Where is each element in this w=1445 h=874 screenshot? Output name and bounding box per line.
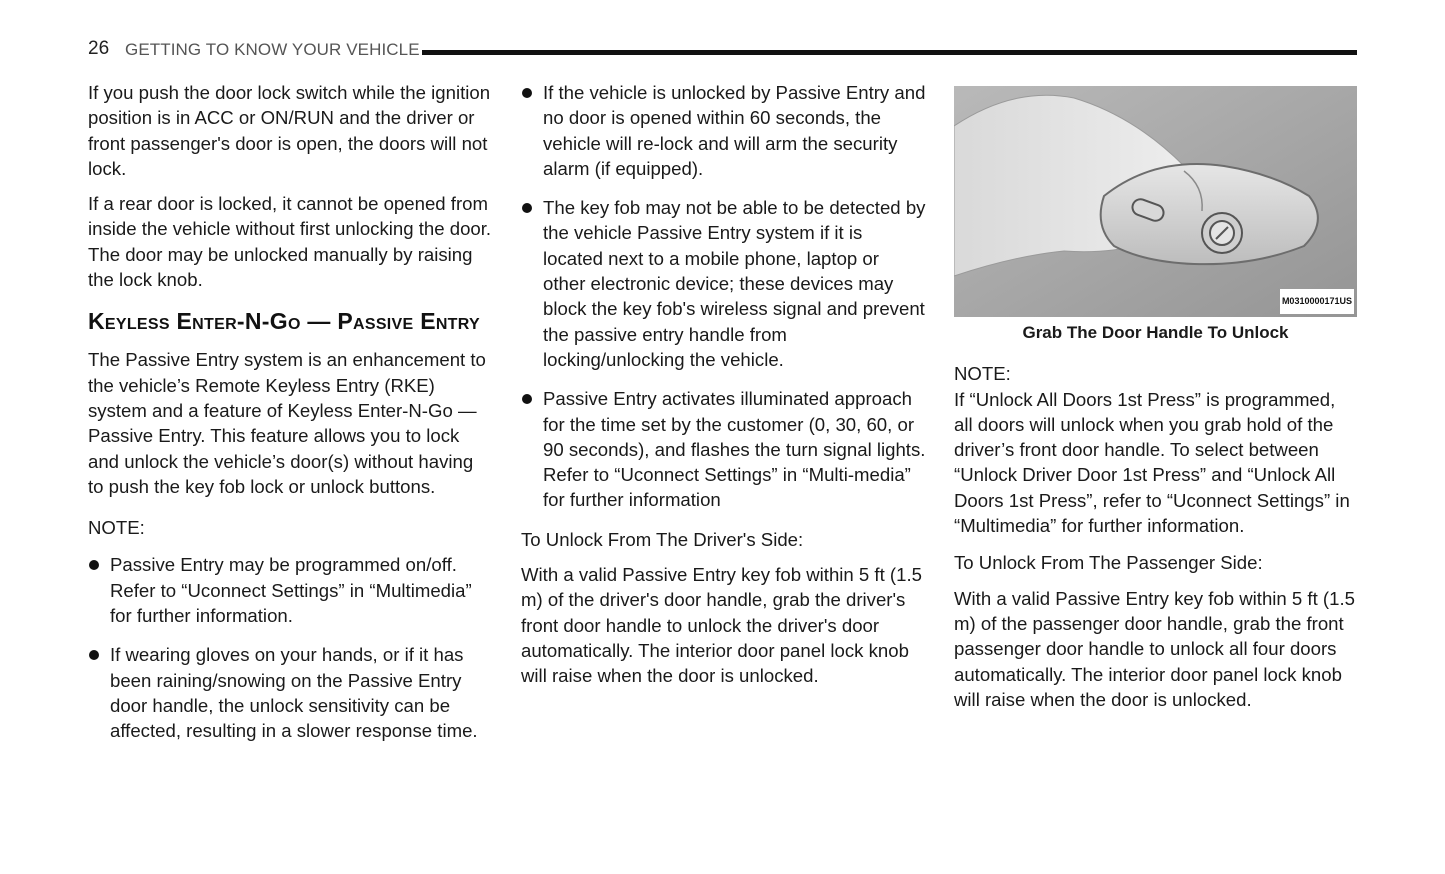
- subheading-passenger-side: To Unlock From The Passenger Side:: [954, 552, 1263, 574]
- figure-caption: Grab The Door Handle To Unlock: [1022, 323, 1289, 342]
- subheading-driver-side: To Unlock From The Driver's Side:: [521, 528, 804, 550]
- heading-keyless-enter-n-go: Keyless Enter-N-Go — Passive Entry: [88, 308, 480, 335]
- list-item: If wearing gloves on your hands, or if it has been raining/snowing on the Passive Entry door handle, the unlock sensitivity can be affected, resulting in a slower response time.: [88, 642, 493, 743]
- list-item: The key fob may not be able to be detected by the vehicle Passive Entry system if it is located next to a mobile phone, laptop or other electronic device; these devices may block the key fob's wireless signal and prevent the passive entry handle from locking/unlocking the vehicle.: [521, 195, 926, 372]
- bullet-icon: [89, 650, 99, 660]
- column-right: [954, 80, 1357, 722]
- bullet-icon: [522, 203, 532, 213]
- note-label: NOTE:: [954, 363, 1011, 385]
- note-label: NOTE:: [88, 517, 145, 539]
- note-bullet-list: [88, 552, 493, 743]
- paragraph-driver-side: With a valid Passive Entry key fob within 5 ft (1.5 m) of the driver's door handle, grab the driver's front door handle to unlock the driver's door automatically. The interior door panel lock knob will raise when the door is unlocked.: [521, 564, 922, 687]
- header-rule: [422, 50, 1357, 55]
- page-number: 26: [88, 38, 110, 59]
- passive-entry-bullet-list: [521, 80, 926, 513]
- hand-on-door-handle-illustration: [954, 86, 1357, 317]
- bullet-icon: [522, 394, 532, 404]
- list-item: If the vehicle is unlocked by Passive Entry and no door is opened within 60 seconds, the vehicle will re-lock and will arm the security alarm (if equipped).: [521, 80, 926, 181]
- list-item: Passive Entry may be programmed on/off. Refer to “Uconnect Settings” in “Multimedia” for further information.: [88, 552, 493, 628]
- section-title: GETTING TO KNOW YOUR VEHICLE: [125, 40, 420, 59]
- bullet-icon: [89, 560, 99, 570]
- figure-code: M0310000171US: [1280, 289, 1354, 314]
- paragraph-passenger-side: With a valid Passive Entry key fob within 5 ft (1.5 m) of the passenger door handle, grab the front passenger door handle to unlock all four doors automatically. The interior door panel lock knob will raise when the door is unlocked.: [954, 587, 1355, 710]
- door-handle-figure: [954, 86, 1357, 317]
- page-header: [88, 38, 1357, 64]
- paragraph-passive-entry-intro: The Passive Entry system is an enhancement to the vehicle’s Remote Keyless Entry (RKE) system and a feature of Keyless Enter-N-Go — Passive Entry. This feature allows you to lock and unlock the vehicle’s door(s) without having to push the key fob lock or unlock buttons.: [88, 349, 486, 497]
- paragraph-unlock-all-doors-note: If “Unlock All Doors 1st Press” is programmed, all doors will unlock when you grab hold of the driver’s front door handle. To select between “Unlock Driver Door 1st Press” and “Unlock All Doors 1st Press”, refer to “Uconnect Settings” in “Multimedia” for further information.: [954, 388, 1350, 537]
- paragraph-rear-door: If a rear door is locked, it cannot be opened from inside the vehicle without first unlocking the door. The door may be unlocked manually by raising the lock knob.: [88, 193, 492, 291]
- bullet-icon: [522, 88, 532, 98]
- column-middle: [521, 80, 926, 699]
- list-item: Passive Entry activates illuminated approach for the time set by the customer (0, 30, 60, or 90 seconds), and flashes the turn signal lights. Refer to “Uconnect Settings” in “Multi-media” for further information: [521, 386, 926, 512]
- column-left: [88, 80, 493, 758]
- paragraph-door-lock-switch: If you push the door lock switch while the ignition position is in ACC or ON/RUN and the driver or front passenger's door is open, the doors will not lock.: [88, 82, 491, 179]
